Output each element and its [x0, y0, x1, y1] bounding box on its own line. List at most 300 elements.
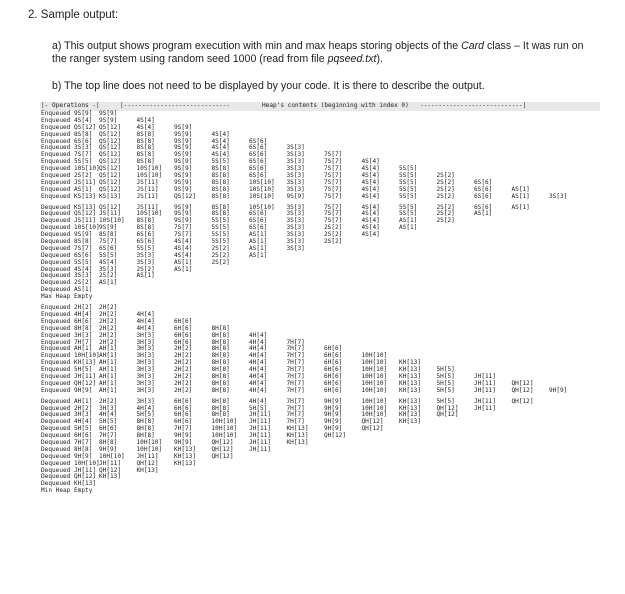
console-row — [40, 139, 600, 146]
heap-cell: 6H[6] — [324, 352, 343, 360]
heap-cell: AS[1] — [99, 279, 118, 287]
heap-cell: 3S[3] — [286, 151, 305, 159]
heap-cell: 6H[6] — [174, 338, 193, 346]
heap-cell: 10H[10] — [211, 432, 238, 440]
heap-cell: AS[1] — [399, 224, 418, 232]
heap-cell: 2S[2] — [436, 210, 455, 218]
console-row — [40, 426, 600, 433]
heap-cell: 9S[9] — [174, 217, 193, 225]
heap-cell: 8S[8] — [136, 158, 155, 166]
heap-cell: 7H[7] — [286, 352, 305, 360]
heap-cell: 7H[7] — [286, 397, 305, 405]
heap-cell: 6H[6] — [324, 345, 343, 353]
heap-cell: 8H[8] — [136, 432, 155, 440]
heap-cell: QS[12] — [99, 185, 122, 193]
heap-cell: 9S[9] — [174, 172, 193, 180]
heap-cell: 4S[4] — [361, 210, 380, 218]
console-row — [40, 419, 600, 426]
console-row — [40, 454, 600, 461]
heap-cell: 6S[6] — [99, 244, 118, 252]
operation-label: Dequeued JS[11] — [41, 217, 97, 225]
heap-cell: 2H[2] — [174, 379, 193, 387]
heap-cell: 3S[3] — [286, 217, 305, 225]
heap-cell: KS[13] — [99, 192, 122, 200]
heap-cell: 2H[2] — [174, 386, 193, 394]
heap-cell: 5S[5] — [211, 158, 230, 166]
operation-label: Dequeued KH[13] — [41, 480, 97, 488]
heap-cell: KH[13] — [399, 418, 422, 426]
heap-cell: AS[1] — [249, 251, 268, 259]
heap-cell: 6S[6] — [136, 238, 155, 246]
operation-label: Dequeued 8H[8] — [41, 445, 93, 453]
operation-label: Enqueued 6S[6] — [41, 137, 93, 145]
heap-cell: 4H[4] — [249, 379, 268, 387]
heap-cell: 10H[10] — [136, 438, 163, 446]
operation-label: Enqueued 8H[8] — [41, 324, 93, 332]
heap-cell: QS[12] — [99, 137, 122, 145]
heap-cell: 10H[10] — [361, 411, 388, 419]
heap-cell: 9S[9] — [174, 123, 193, 131]
heap-cell: 5H[5] — [436, 386, 455, 394]
operation-label: Enqueued 9H[9] — [41, 386, 93, 394]
heap-cell: JH[11] — [249, 411, 272, 419]
console-header — [40, 102, 600, 111]
heap-cell: JS[11] — [136, 185, 159, 193]
heap-cell: 2S[2] — [324, 231, 343, 239]
heap-cell: 8S[8] — [211, 172, 230, 180]
heap-cell: 9S[9] — [286, 192, 305, 200]
operation-label: Enqueued 9S[9] — [41, 110, 93, 117]
heap-cell: 6H[6] — [174, 411, 193, 419]
heap-cell: 3H[3] — [136, 372, 155, 380]
operation-label: Dequeued JH[11] — [41, 466, 97, 474]
heap-cell: 5H[5] — [436, 379, 455, 387]
heap-cell: 4S[4] — [361, 185, 380, 193]
heap-cell: 10S[10] — [249, 203, 275, 211]
heap-cell: 6S[6] — [249, 137, 268, 145]
operation-label: Enqueued 2H[2] — [41, 304, 93, 312]
heap-cell: 6S[6] — [249, 151, 268, 159]
heap-cell: KH[13] — [174, 459, 197, 467]
heap-cell: 9H[9] — [549, 386, 568, 394]
heap-cell: AH[1] — [99, 372, 118, 380]
heap-cell: 10S[10] — [136, 172, 163, 180]
heap-cell: 10H[10] — [361, 386, 388, 394]
console-row — [40, 399, 600, 406]
heap-cell: JH[11] — [474, 372, 497, 380]
heap-cell: 9S[9] — [174, 158, 193, 166]
console-row — [40, 166, 600, 173]
heap-cell: 8S[8] — [136, 137, 155, 145]
heap-cell: 4S[4] — [361, 224, 380, 232]
heap-cell: 9S[9] — [174, 165, 193, 173]
heap-cell: JH[11] — [249, 445, 272, 453]
heap-cell: AS[1] — [174, 265, 193, 273]
heap-cell: 8H[8] — [211, 411, 230, 419]
heap-cell: 9S[9] — [174, 210, 193, 218]
heap-cell: KH[13] — [399, 359, 422, 367]
heap-cell: 5S[5] — [399, 165, 418, 173]
heap-cell: JH[11] — [99, 459, 122, 467]
heap-cell: AS[1] — [511, 185, 530, 193]
console-row — [40, 173, 600, 180]
heap-cell: 4S[4] — [174, 238, 193, 246]
heap-cell: 9S[9] — [174, 178, 193, 186]
heap-cell: 3S[3] — [549, 192, 568, 200]
heap-cell: 10H[10] — [211, 418, 238, 426]
paragraph-a-prefix: a) This output shows program execution with min and max heaps storing objects of the — [52, 40, 462, 52]
heap-cell: 5S[5] — [399, 203, 418, 211]
console-row — [40, 287, 600, 294]
heap-cell: 8S[8] — [99, 231, 118, 239]
heap-cell: KH[13] — [99, 473, 122, 481]
heap-cell: QH[12] — [361, 425, 384, 433]
heap-cell: 8S[8] — [136, 224, 155, 232]
heap-cell: QH[12] — [211, 445, 234, 453]
heap-cell: 3S[3] — [286, 231, 305, 239]
heap-cell: 6S[6] — [474, 192, 493, 200]
heap-cell: QS[12] — [174, 192, 197, 200]
header-title: Heap's contents (beginning with index 0) — [262, 102, 409, 109]
console-row — [40, 474, 600, 481]
console-row — [40, 280, 600, 287]
heap-cell: 5H[5] — [436, 372, 455, 380]
operation-label: Dequeued 7S[7] — [41, 244, 93, 252]
heap-cell: 4S[4] — [211, 144, 230, 152]
heap-cell: KH[13] — [174, 445, 197, 453]
heap-cell: 8S[8] — [211, 203, 230, 211]
heap-cell: 2S[2] — [436, 217, 455, 225]
console-row — [40, 319, 600, 326]
heap-cell: AS[1] — [511, 203, 530, 211]
heap-cell: 3S[3] — [136, 251, 155, 259]
heap-cell: 7S[7] — [324, 185, 343, 193]
console-row — [40, 388, 600, 395]
header-dashes-left: |----------------------------- — [120, 102, 231, 109]
console-row — [40, 239, 600, 246]
console-row — [40, 488, 600, 495]
header-operations: |- Operations -| — [41, 102, 100, 109]
paragraph-a-middle: class – It was run on — [484, 40, 584, 52]
heap-cell: QH[12] — [211, 438, 234, 446]
heap-cell: 2H[2] — [174, 352, 193, 360]
heap-cell: KH[13] — [399, 386, 422, 394]
heap-cell: 4H[4] — [249, 345, 268, 353]
heap-cell: KH[13] — [399, 404, 422, 412]
heap-cell: 3S[3] — [286, 178, 305, 186]
heap-cell: AH[1] — [99, 379, 118, 387]
operation-label: Max Heap Empty — [41, 293, 93, 301]
console-row — [40, 406, 600, 413]
heap-cell: 7H[7] — [286, 411, 305, 419]
heap-cell: 4S[4] — [361, 178, 380, 186]
heap-cell: 10H[10] — [136, 445, 163, 453]
heap-cell: AS[1] — [136, 272, 155, 280]
operation-label: Dequeued 9H[9] — [41, 452, 93, 460]
heap-cell: 7S[7] — [174, 231, 193, 239]
heap-cell: 9S[9] — [174, 130, 193, 138]
heap-cell: 3S[3] — [286, 238, 305, 246]
heap-cell: 6H[6] — [174, 397, 193, 405]
operation-label: Enqueued 2S[2] — [41, 172, 93, 180]
heap-cell: 5S[5] — [399, 172, 418, 180]
heap-cell: KH[13] — [399, 372, 422, 380]
console-row — [40, 360, 600, 367]
heap-cell: 6S[6] — [249, 217, 268, 225]
heap-cell: AH[1] — [99, 366, 118, 374]
heap-cell: 6S[6] — [249, 158, 268, 166]
heap-cell: 7H[7] — [286, 386, 305, 394]
heap-cell: 6H[6] — [99, 425, 118, 433]
operation-label: Enqueued 3S[3] — [41, 144, 93, 152]
operation-label: Dequeued 10H[10] — [41, 459, 100, 467]
heap-cell: 2H[2] — [174, 345, 193, 353]
heap-cell: 5S[5] — [211, 231, 230, 239]
heap-cell: 4S[4] — [99, 258, 118, 266]
heap-cell: QS[12] — [99, 144, 122, 152]
operation-label: Enqueued 3H[3] — [41, 331, 93, 339]
heap-cell: 10H[10] — [361, 397, 388, 405]
heap-cell: 9S[9] — [174, 203, 193, 211]
heap-cell: 7H[7] — [286, 359, 305, 367]
heap-cell: JH[11] — [249, 425, 272, 433]
heap-cell: 10S[10] — [249, 185, 275, 193]
console-row — [40, 145, 600, 152]
heap-cell: 3S[3] — [136, 258, 155, 266]
heap-cell: KH[13] — [286, 425, 309, 433]
heap-cell: 9H[9] — [324, 404, 343, 412]
heap-cell: 2S[2] — [324, 238, 343, 246]
heap-cell: 8S[8] — [136, 144, 155, 152]
heap-cell: 10H[10] — [361, 352, 388, 360]
heap-cell: 5H[5] — [99, 418, 118, 426]
heap-cell: 4S[4] — [361, 217, 380, 225]
heap-cell: 3S[3] — [286, 210, 305, 218]
console-row — [40, 194, 600, 201]
file-name: pqseed.txt — [327, 53, 377, 65]
heap-cell: 2S[2] — [136, 265, 155, 273]
heap-cell: 2S[2] — [436, 192, 455, 200]
paragraph-b: b) The top line does not need to be displayed by your code. It is there to describe the output. — [52, 80, 485, 92]
heap-cell: 6H[6] — [324, 372, 343, 380]
operation-label: Min Heap Empty — [41, 487, 93, 495]
heap-cell: 6S[6] — [474, 178, 493, 186]
heap-cell: 2H[2] — [174, 366, 193, 374]
heap-cell: 6H[6] — [174, 404, 193, 412]
console-row — [40, 326, 600, 333]
heap-cell: 6H[6] — [324, 379, 343, 387]
heap-cell: QH[12] — [324, 432, 347, 440]
heap-cell: 8H[8] — [211, 379, 230, 387]
heap-cell: 6S[6] — [136, 231, 155, 239]
console-row — [40, 353, 600, 360]
heap-cell: 4H[4] — [249, 338, 268, 346]
console-body — [40, 111, 600, 495]
operation-label: Enqueued QH[12] — [41, 379, 97, 387]
heap-cell: JH[11] — [249, 418, 272, 426]
heap-cell: 9S[9] — [174, 137, 193, 145]
heap-cell: 4S[4] — [361, 192, 380, 200]
heap-cell: 3H[3] — [136, 366, 155, 374]
heap-cell: KH[13] — [399, 379, 422, 387]
console-row — [40, 253, 600, 260]
console-row — [40, 111, 600, 118]
heap-cell: 7H[7] — [286, 418, 305, 426]
heap-cell: 6S[6] — [249, 210, 268, 218]
heap-cell: AH[1] — [99, 386, 118, 394]
operation-label: Dequeued 6H[6] — [41, 432, 93, 440]
heap-cell: 2H[2] — [174, 359, 193, 367]
heap-cell: 9S[9] — [174, 151, 193, 159]
heap-cell: 2S[2] — [436, 172, 455, 180]
heap-cell: 7H[7] — [286, 404, 305, 412]
heap-cell: 10S[10] — [249, 192, 275, 200]
operation-label: Enqueued AS[1] — [41, 185, 93, 193]
heap-cell: 5H[5] — [136, 411, 155, 419]
heap-cell: QH[12] — [361, 418, 384, 426]
heap-cell: JH[11] — [474, 404, 497, 412]
heap-cell: 3H[3] — [99, 404, 118, 412]
heap-cell: 7H[7] — [286, 379, 305, 387]
heap-cell: AH[1] — [99, 352, 118, 360]
heap-cell: 10S[10] — [99, 217, 125, 225]
heap-cell: 7S[7] — [324, 203, 343, 211]
heap-cell: 4H[4] — [249, 386, 268, 394]
operation-label: Dequeued QH[12] — [41, 473, 97, 481]
console-row — [40, 225, 600, 232]
heap-cell: QH[12] — [136, 459, 159, 467]
heap-cell: 10H[10] — [361, 372, 388, 380]
class-name: Card — [461, 40, 485, 52]
console-row — [40, 125, 600, 132]
heap-cell: 5S[5] — [211, 224, 230, 232]
heap-cell: 6H[6] — [174, 418, 193, 426]
heap-cell: 3S[3] — [99, 265, 118, 273]
heap-cell: 5S[5] — [136, 244, 155, 252]
heap-cell: 7S[7] — [324, 192, 343, 200]
heap-cell: 7S[7] — [99, 238, 118, 246]
heap-cell: 2S[2] — [436, 185, 455, 193]
heap-cell: QS[12] — [99, 165, 122, 173]
heap-cell: 7S[7] — [324, 178, 343, 186]
heap-cell: 3H[3] — [136, 338, 155, 346]
operation-label: Dequeued 3H[3] — [41, 411, 93, 419]
heap-cell: 2H[2] — [99, 324, 118, 332]
heap-cell: 6H[6] — [324, 359, 343, 367]
heap-cell: 3S[3] — [286, 144, 305, 152]
heap-cell: 8H[8] — [211, 331, 230, 339]
heap-cell: 8S[8] — [211, 192, 230, 200]
heap-cell: 9H[9] — [324, 411, 343, 419]
heap-cell: 8S[8] — [136, 130, 155, 138]
heap-cell: 10H[10] — [361, 379, 388, 387]
heap-cell: 4S[4] — [211, 151, 230, 159]
console-row — [40, 312, 600, 319]
heap-cell: 8H[8] — [211, 372, 230, 380]
heap-cell: JH[11] — [136, 452, 159, 460]
heap-cell: 10H[10] — [361, 366, 388, 374]
operation-label: Dequeued KS[13] — [41, 203, 97, 211]
heap-cell: 9S[9] — [174, 144, 193, 152]
heap-cell: JS[11] — [136, 203, 159, 211]
heap-cell: AH[1] — [99, 345, 118, 353]
operation-label: Enqueued JH[11] — [41, 372, 97, 380]
heap-cell: 4H[4] — [136, 317, 155, 325]
console-row — [40, 305, 600, 312]
heap-cell: 4H[4] — [249, 352, 268, 360]
heap-cell: KH[13] — [286, 438, 309, 446]
header-dashes-right: ----------------------------| — [420, 102, 527, 109]
heap-cell: 8H[8] — [211, 352, 230, 360]
heap-cell: 2S[2] — [211, 258, 230, 266]
heap-cell: KH[13] — [286, 432, 309, 440]
operation-label: Dequeued 5S[5] — [41, 258, 93, 266]
heap-cell: 3H[3] — [136, 386, 155, 394]
paragraph-a — [52, 40, 612, 66]
heap-cell: 10H[10] — [211, 425, 238, 433]
heap-cell: QH[12] — [436, 404, 459, 412]
heap-cell: JS[11] — [99, 210, 122, 218]
heap-cell: QS[12] — [99, 203, 122, 211]
section-title: 2. Sample output: — [28, 9, 119, 21]
heap-cell: AS[1] — [474, 210, 493, 218]
heap-cell: 9H[9] — [324, 418, 343, 426]
heap-cell: 10S[10] — [136, 165, 163, 173]
heap-cell: 4H[4] — [136, 404, 155, 412]
heap-cell: 3H[3] — [136, 379, 155, 387]
heap-cell: QS[12] — [99, 158, 122, 166]
heap-cell: 4S[4] — [174, 251, 193, 259]
heap-cell: 4H[4] — [99, 411, 118, 419]
heap-cell: QS[12] — [99, 172, 122, 180]
heap-cell: QH[12] — [99, 466, 122, 474]
heap-cell: 5S[5] — [211, 217, 230, 225]
heap-cell: 8S[8] — [136, 217, 155, 225]
heap-cell: 3S[3] — [286, 165, 305, 173]
heap-cell: 4S[4] — [361, 231, 380, 239]
heap-cell: 2S[2] — [211, 244, 230, 252]
heap-cell: 2S[2] — [436, 203, 455, 211]
heap-cell: 9S[9] — [99, 116, 118, 124]
heap-cell: 7S[7] — [324, 151, 343, 159]
console-row — [40, 440, 600, 447]
heap-cell: 8H[8] — [211, 386, 230, 394]
heap-cell: 7S[7] — [324, 158, 343, 166]
heap-cell: 5S[5] — [99, 251, 118, 259]
console-row — [40, 205, 600, 212]
heap-cell: QS[12] — [99, 178, 122, 186]
operation-label: Enqueued 7S[7] — [41, 151, 93, 159]
heap-cell: 6S[6] — [474, 185, 493, 193]
heap-cell: 4S[4] — [361, 172, 380, 180]
heap-cell: QS[12] — [99, 123, 122, 131]
heap-cell: 7S[7] — [324, 172, 343, 180]
heap-cell: QH[12] — [511, 379, 534, 387]
console-row — [40, 260, 600, 267]
operation-label: Enqueued 5H[5] — [41, 366, 93, 374]
console-row — [40, 159, 600, 166]
operation-label: Enqueued 4H[4] — [41, 310, 93, 318]
operation-label: Enqueued 6H[6] — [41, 317, 93, 325]
heap-cell: KH[13] — [174, 452, 197, 460]
heap-cell: 4H[4] — [249, 397, 268, 405]
console-row — [40, 152, 600, 159]
heap-cell: 10H[10] — [361, 359, 388, 367]
operation-label: Dequeued 2S[2] — [41, 279, 93, 287]
heap-cell: 7S[7] — [324, 217, 343, 225]
heap-cell: 6H[6] — [324, 386, 343, 394]
heap-cell: 5S[5] — [399, 192, 418, 200]
